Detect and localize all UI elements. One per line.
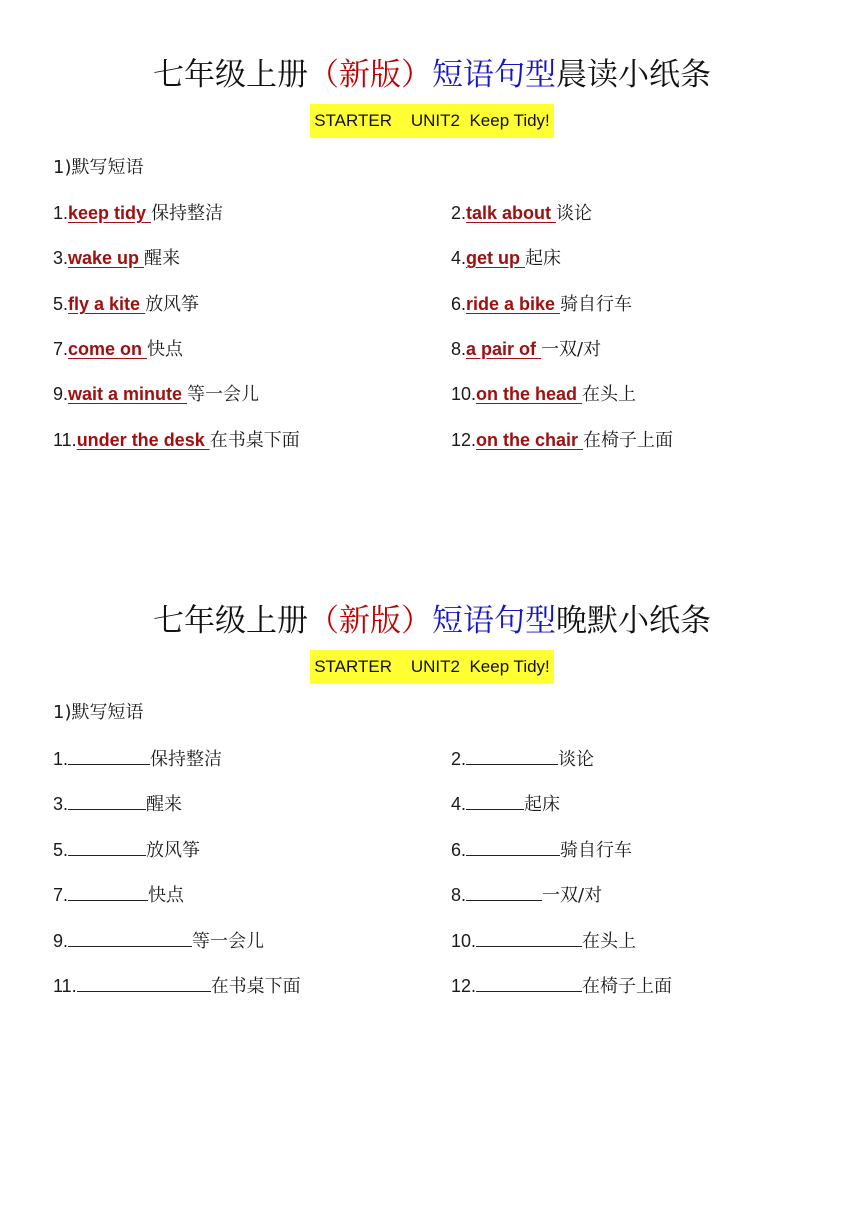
blank-item [53, 746, 222, 773]
answer-blank[interactable] [476, 928, 582, 947]
item-number: 1. [53, 749, 69, 769]
section-heading: 1)默写短语 [53, 157, 144, 178]
title-edition: （新版） [308, 57, 432, 93]
answer-blank[interactable] [68, 791, 146, 810]
phrase-item [451, 336, 601, 363]
answer-blank[interactable] [68, 837, 146, 856]
blank-item [53, 791, 182, 818]
blank-item [53, 882, 184, 909]
item-number: 8. [451, 885, 467, 905]
item-number: 3. [53, 248, 69, 268]
item-meaning: 醒来 [144, 248, 181, 269]
item-meaning: 在头上 [582, 384, 637, 405]
item-number: 12. [451, 430, 477, 450]
item-meaning: 在椅子上面 [582, 976, 673, 997]
blank-item [451, 928, 636, 955]
item-meaning: 骑自行车 [560, 840, 633, 861]
title-grade: 七年级上册 [153, 57, 308, 93]
phrase-item [53, 200, 223, 227]
blank-item [451, 791, 560, 818]
item-meaning: 谈论 [556, 203, 593, 224]
blank-item [53, 973, 301, 1000]
item-meaning: 等一会儿 [187, 384, 260, 405]
item-number: 5. [53, 294, 69, 314]
item-answer: keep tidy [68, 203, 152, 223]
answer-blank[interactable] [466, 882, 542, 901]
item-meaning: 在头上 [582, 931, 637, 952]
subtitle-wrap [0, 650, 864, 684]
answer-blank[interactable] [466, 791, 524, 810]
phrase-item [451, 291, 632, 318]
answer-blank[interactable] [68, 882, 148, 901]
title-type: 晨读小纸条 [556, 57, 711, 93]
item-meaning: 谈论 [558, 749, 595, 770]
answer-blank[interactable] [476, 973, 582, 992]
item-meaning: 快点 [147, 339, 184, 360]
item-number: 11. [53, 976, 77, 996]
item-number: 9. [53, 384, 69, 404]
item-number: 12. [451, 976, 477, 996]
phrase-item [451, 381, 636, 408]
subtitle-wrap [0, 104, 864, 138]
item-number: 10. [451, 384, 477, 404]
item-number: 7. [53, 885, 69, 905]
item-meaning: 保持整洁 [151, 203, 224, 224]
blank-item [53, 928, 264, 955]
item-answer: talk about [466, 203, 557, 223]
item-number: 7. [53, 339, 69, 359]
item-number: 8. [451, 339, 467, 359]
item-number: 4. [451, 248, 467, 268]
section-heading: 1)默写短语 [53, 702, 144, 723]
phrase-item [53, 291, 199, 318]
title-edition: （新版） [308, 603, 432, 639]
blank-item [53, 837, 200, 864]
item-number: 4. [451, 794, 467, 814]
unit-subtitle: STARTER UNIT2 Keep Tidy! [310, 104, 554, 138]
item-meaning: 快点 [148, 885, 185, 906]
phrase-item [451, 427, 673, 454]
answer-blank[interactable] [466, 746, 558, 765]
blank-item [451, 882, 602, 909]
item-meaning: 放风筝 [145, 294, 200, 315]
blank-item [451, 973, 672, 1000]
title-topic: 短语句型 [432, 57, 556, 93]
item-answer: under the desk [76, 430, 210, 450]
item-answer: wake up [68, 248, 145, 268]
item-meaning: 一双/对 [542, 885, 603, 906]
phrase-item [451, 245, 561, 272]
item-number: 2. [451, 203, 467, 223]
phrase-item [53, 245, 180, 272]
item-answer: on the head [476, 384, 583, 404]
item-number: 11. [53, 430, 77, 450]
title-topic: 短语句型 [432, 603, 556, 639]
item-meaning: 起床 [524, 794, 561, 815]
item-number: 1. [53, 203, 69, 223]
item-meaning: 一双/对 [541, 339, 602, 360]
answer-blank[interactable] [68, 928, 192, 947]
item-meaning: 等一会儿 [192, 931, 265, 952]
item-answer: wait a minute [68, 384, 188, 404]
item-meaning: 保持整洁 [150, 749, 223, 770]
phrase-item [53, 336, 183, 363]
answer-blank[interactable] [466, 837, 560, 856]
item-answer: get up [466, 248, 526, 268]
page-title [0, 55, 864, 95]
phrase-item [451, 200, 592, 227]
answer-blank[interactable] [77, 973, 211, 992]
item-number: 5. [53, 840, 69, 860]
item-answer: ride a bike [466, 294, 561, 314]
blank-item [451, 837, 632, 864]
item-answer: fly a kite [68, 294, 146, 314]
item-number: 9. [53, 931, 69, 951]
phrase-item [53, 427, 300, 454]
item-number: 6. [451, 294, 467, 314]
item-number: 10. [451, 931, 477, 951]
item-meaning: 起床 [525, 248, 562, 269]
title-type: 晚默小纸条 [556, 603, 711, 639]
phrase-item [53, 381, 259, 408]
answer-blank[interactable] [68, 746, 150, 765]
blank-item [451, 746, 594, 773]
item-meaning: 放风筝 [146, 840, 201, 861]
item-answer: on the chair [476, 430, 584, 450]
page-title [0, 601, 864, 641]
item-number: 2. [451, 749, 467, 769]
item-meaning: 在书桌下面 [209, 430, 300, 451]
item-meaning: 醒来 [146, 794, 183, 815]
item-number: 6. [451, 840, 467, 860]
item-answer: a pair of [466, 339, 542, 359]
item-meaning: 骑自行车 [560, 294, 633, 315]
item-meaning: 在椅子上面 [583, 430, 674, 451]
item-number: 3. [53, 794, 69, 814]
item-meaning: 在书桌下面 [210, 976, 301, 997]
title-grade: 七年级上册 [153, 603, 308, 639]
item-answer: come on [68, 339, 148, 359]
unit-subtitle: STARTER UNIT2 Keep Tidy! [310, 650, 554, 684]
